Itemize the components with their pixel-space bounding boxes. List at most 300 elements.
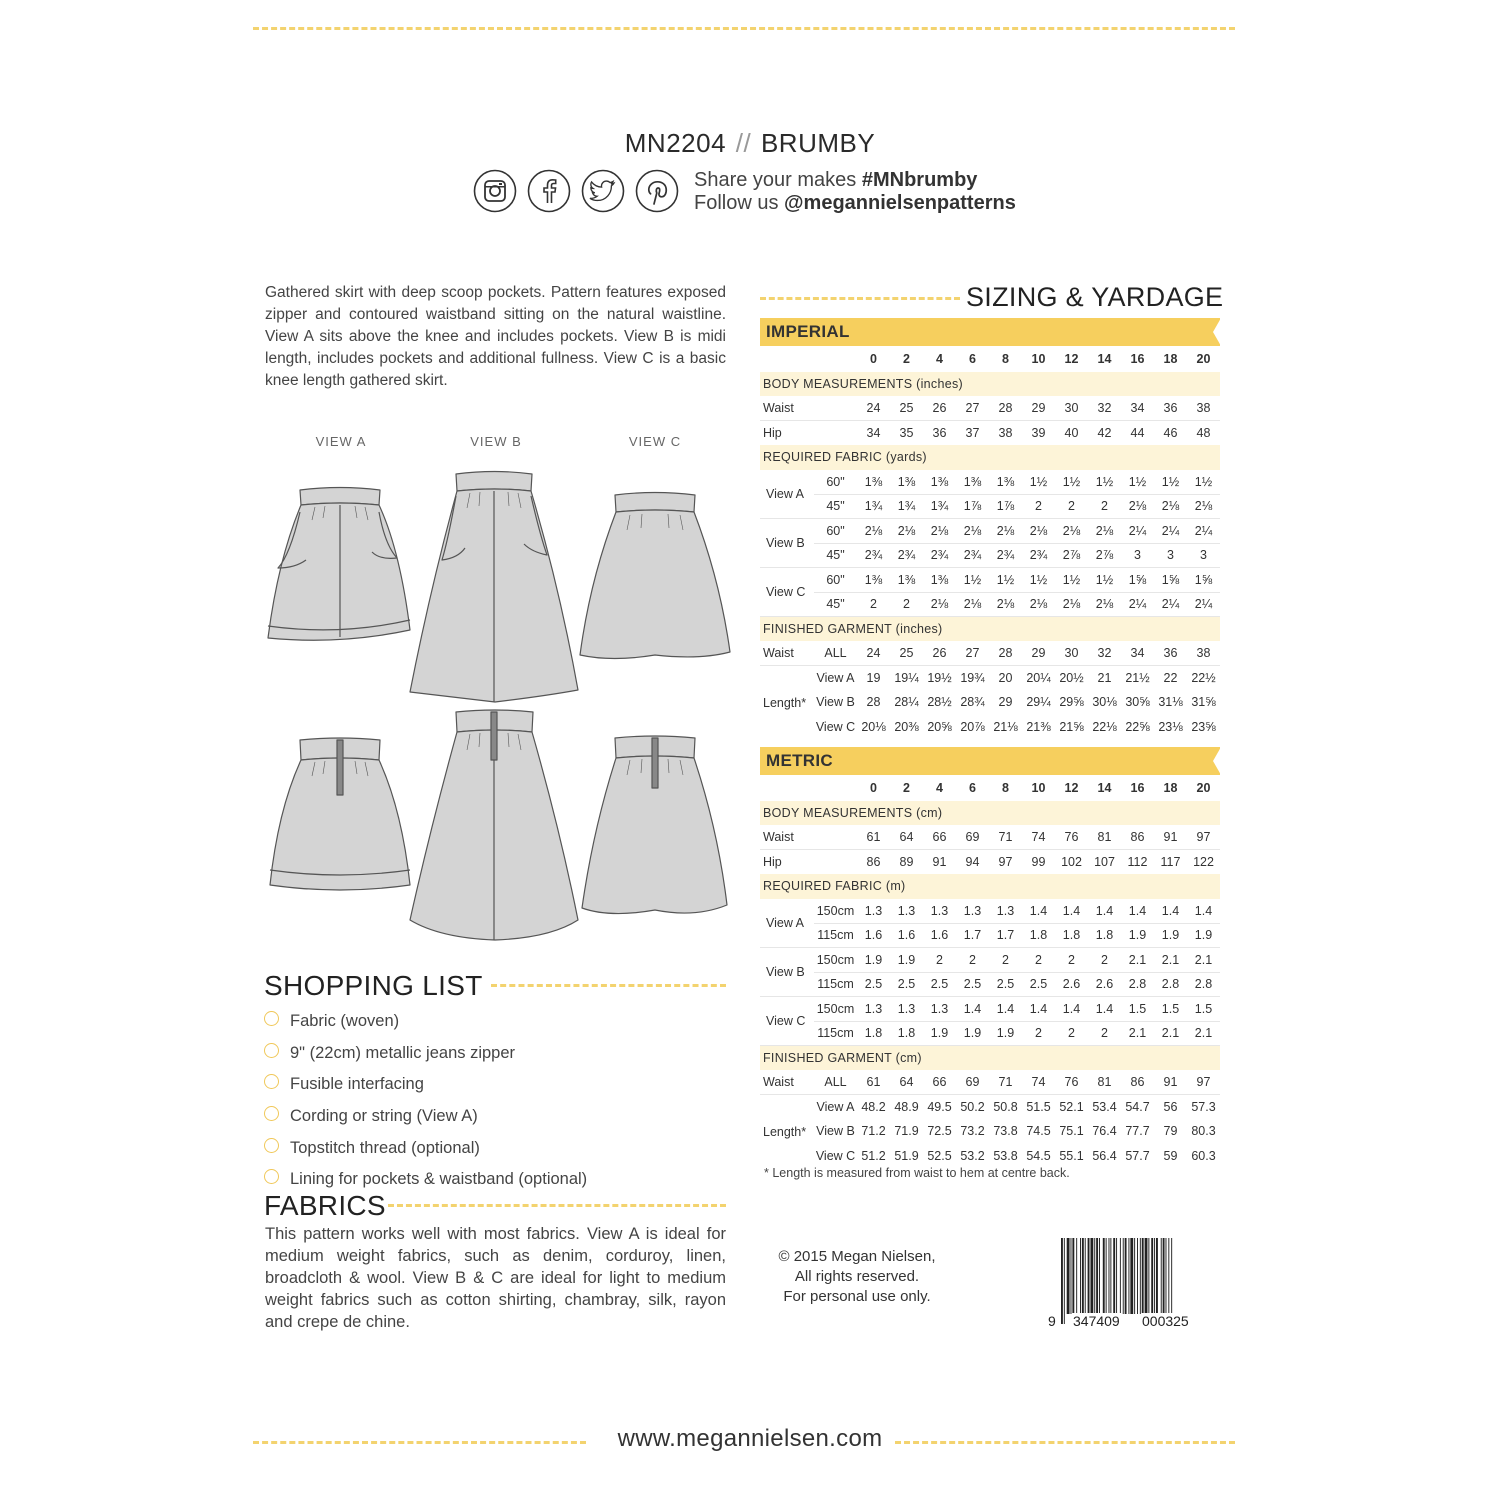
pattern-title: [0, 128, 1500, 159]
fabric-width: 45": [814, 543, 857, 568]
size-header-row: [760, 776, 1220, 801]
value-cell: 1⅞: [956, 494, 989, 519]
value-cell: 2: [857, 592, 890, 617]
size-header-cell: 12: [1064, 781, 1079, 796]
value-cell: 30⅛: [1092, 695, 1117, 710]
value-cell: 2¾: [890, 543, 923, 568]
value-cell: 40: [1064, 426, 1079, 440]
list-item: [264, 1038, 587, 1070]
value-cell: 1½: [989, 568, 1022, 593]
value-cell: 19¾: [960, 671, 985, 685]
size-header-cell: 2: [903, 352, 910, 367]
value-cell: 2⅛: [1187, 494, 1220, 519]
value-cell: 1.5: [1154, 997, 1187, 1022]
section-row: [760, 1046, 1220, 1071]
value-cell: 50.8: [993, 1100, 1018, 1114]
value-cell: 2⅛: [1121, 494, 1154, 519]
value-cell: 53.8: [993, 1148, 1018, 1163]
section-label: BODY MEASUREMENTS (inches): [760, 372, 1220, 397]
value-cell: 89: [899, 855, 914, 869]
value-cell: 74.5: [1026, 1124, 1051, 1139]
value-cell: 1⅜: [890, 568, 923, 593]
circle-bullet-icon: [264, 1043, 279, 1058]
personal-use-line: For personal use only.: [783, 1288, 931, 1305]
barcode-bar: [1090, 1238, 1093, 1314]
barcode-bar: [1142, 1238, 1144, 1314]
fabrics-dashes: [388, 1204, 726, 1207]
value-cell: 2.5: [989, 972, 1022, 997]
value-cell: 42: [1097, 426, 1112, 440]
value-cell: 3: [1187, 543, 1220, 568]
value-cell: 2.1: [1154, 948, 1187, 973]
value-cell: 2: [1022, 1021, 1055, 1046]
value-cell: 1.7: [956, 923, 989, 948]
value-cell: 66: [923, 1070, 956, 1095]
shopping-list: [264, 1006, 587, 1196]
barcode-bar: [1096, 1238, 1098, 1314]
fabrics-title: FABRICS: [264, 1190, 386, 1221]
fabric-width: 115cm: [814, 972, 857, 997]
value-cell: 2.8: [1154, 972, 1187, 997]
list-item: [264, 1069, 587, 1101]
blank-cell: [760, 347, 814, 372]
metric-band: METRIC: [760, 747, 1220, 775]
view-c-front-drawing: [580, 493, 730, 659]
value-cell: 26: [923, 641, 956, 666]
value-cell: 55.1: [1059, 1148, 1084, 1163]
value-cell: 66: [923, 825, 956, 850]
value-cell: 1.9: [956, 1021, 989, 1046]
share-hashtag[interactable]: #MNbrumby: [861, 169, 978, 191]
value-cell: 38: [998, 426, 1013, 440]
fabric-width: 60": [814, 519, 857, 544]
follow-line: [694, 192, 1016, 215]
value-cell: 1⅜: [890, 470, 923, 495]
value-cell: 2: [1022, 948, 1055, 973]
value-cell: 1½: [1022, 470, 1055, 495]
value-cell: 30: [1055, 641, 1088, 666]
length-label: Length*: [763, 1124, 807, 1139]
barcode-right-digits: 000325: [1142, 1313, 1189, 1329]
value-cell: 49.5: [927, 1100, 952, 1114]
value-cell: 76: [1055, 825, 1088, 850]
value-cell: 2: [1088, 494, 1121, 519]
value-cell: 20½: [1059, 671, 1084, 685]
value-cell: 1.4: [1022, 997, 1055, 1022]
fabric-width: 115cm: [814, 923, 857, 948]
section-label: BODY MEASUREMENTS (cm): [760, 801, 1220, 826]
list-item: [264, 1006, 587, 1038]
view-a-label: VIEW A: [315, 434, 367, 449]
size-header-cell: 0: [870, 352, 877, 367]
imperial-band: IMPERIAL: [760, 318, 1220, 346]
value-cell: 1¾: [923, 494, 956, 519]
value-cell: 50.2: [960, 1100, 985, 1114]
value-cell: 2⅛: [989, 592, 1022, 617]
pattern-description: Gathered skirt with deep scoop pockets. Pattern features exposed zipper and contoured waistband sitting on the natural waistline. View A sits above the knee and includes pockets. View B is midi length, includes pockets and additional fullness. View C is a basic knee length gathered skirt.: [265, 284, 726, 389]
barcode-bar: [1116, 1238, 1117, 1324]
value-cell: 1⅝: [1154, 568, 1187, 593]
section-row: [760, 617, 1220, 642]
twitter-icon[interactable]: [581, 169, 625, 213]
imperial-table: [760, 347, 1220, 739]
value-cell: 72.5: [927, 1124, 952, 1139]
barcode-bar: [1137, 1238, 1138, 1314]
view-label: View B: [816, 1124, 855, 1139]
value-cell: 2⅛: [1088, 519, 1121, 544]
value-cell: 44: [1130, 426, 1145, 440]
size-header-cell: 4: [936, 352, 943, 367]
fabric-width: 150cm: [814, 899, 857, 924]
blank-cell: [814, 776, 857, 801]
value-cell: 1.3: [989, 899, 1022, 924]
value-cell: 1.9: [923, 1021, 956, 1046]
list-item-text: Cording or string (View A): [290, 1107, 478, 1126]
barcode-bar: [1151, 1238, 1153, 1314]
value-cell: 19¼: [894, 671, 919, 685]
value-cell: 1.3: [857, 997, 890, 1022]
value-cell: 2.8: [1121, 972, 1154, 997]
copyright-block: [762, 1247, 952, 1307]
measurement-row: [760, 825, 1220, 850]
value-cell: 2⅛: [1022, 592, 1055, 617]
list-item: [264, 1101, 587, 1133]
value-cell: 1.4: [989, 997, 1022, 1022]
value-cell: 1.4: [1187, 899, 1220, 924]
follow-handle[interactable]: @megannielsenpatterns: [784, 192, 1016, 214]
value-cell: 2: [1022, 494, 1055, 519]
value-cell: 57.3: [1191, 1100, 1216, 1114]
value-cell: 69: [956, 825, 989, 850]
view-c-label: VIEW C: [628, 434, 682, 449]
value-cell: 1⅜: [923, 568, 956, 593]
barcode-bar: [1145, 1238, 1148, 1314]
value-cell: 48: [1196, 426, 1211, 440]
shopping-list-dashes: [491, 984, 726, 987]
share-prefix: Share your makes: [694, 169, 862, 191]
size-header-cell: 12: [1064, 352, 1079, 367]
value-cell: 2: [989, 948, 1022, 973]
value-cell: 1.4: [1088, 899, 1121, 924]
fabric-row: [760, 543, 1220, 568]
value-cell: 91: [1154, 1070, 1187, 1095]
barcode-bar: [1166, 1238, 1167, 1314]
value-cell: 2¼: [1121, 592, 1154, 617]
section-label: REQUIRED FABRIC (m): [760, 874, 1220, 899]
value-cell: 2: [923, 948, 956, 973]
value-cell: 61: [857, 825, 890, 850]
finished-waist-row: [760, 641, 1220, 666]
barcode-bar: [1106, 1238, 1107, 1314]
value-cell: 46: [1163, 426, 1178, 440]
value-cell: 112: [1127, 855, 1148, 869]
value-cell: 48.9: [894, 1100, 919, 1114]
value-cell: 2: [1055, 948, 1088, 973]
value-cell: 54.7: [1125, 1100, 1150, 1114]
value-cell: 1⅞: [989, 494, 1022, 519]
value-cell: 1.4: [1154, 899, 1187, 924]
blank-cell: [814, 347, 857, 372]
view-label: View B: [760, 519, 814, 568]
fabric-row: [760, 568, 1220, 593]
row-label: Waist: [760, 825, 857, 850]
barcode-bar: [1110, 1238, 1111, 1314]
value-cell: 2¾: [956, 543, 989, 568]
barcode-bar: [1094, 1238, 1095, 1314]
value-cell: 2.5: [923, 972, 956, 997]
value-cell: 2.1: [1154, 1021, 1187, 1046]
value-cell: 20⅜: [894, 719, 919, 734]
value-cell: 61: [857, 1070, 890, 1095]
value-cell: 2⅛: [857, 519, 890, 544]
value-cell: 81: [1088, 825, 1121, 850]
circle-bullet-icon: [264, 1074, 279, 1089]
barcode-bar: [1099, 1238, 1100, 1314]
value-cell: 2¾: [989, 543, 1022, 568]
value-cell: 21½: [1125, 671, 1150, 685]
value-cell: 2.5: [1022, 972, 1055, 997]
metric-table: [760, 776, 1220, 1168]
sizing-dashes: [760, 297, 960, 300]
barcode-bar: [1067, 1238, 1070, 1314]
facebook-icon[interactable]: [527, 169, 571, 213]
value-cell: 3: [1154, 543, 1187, 568]
barcode-bar: [1071, 1238, 1072, 1314]
value-cell: 19: [866, 671, 881, 685]
value-cell: 52.1: [1059, 1100, 1084, 1114]
value-cell: 56.4: [1092, 1148, 1117, 1163]
value-cell: 25: [890, 641, 923, 666]
fabric-width: 60": [814, 470, 857, 495]
value-cell: 2¾: [1022, 543, 1055, 568]
value-cell: 2¾: [923, 543, 956, 568]
value-cell: 2.5: [956, 972, 989, 997]
value-cell: 2: [1055, 494, 1088, 519]
value-cell: 1.7: [989, 923, 1022, 948]
circle-bullet-icon: [264, 1138, 279, 1153]
value-cell: 28¾: [960, 695, 985, 710]
measurement-row: [760, 850, 1220, 875]
footer-url[interactable]: www.megannielsen.com: [617, 1425, 883, 1452]
value-cell: 22: [1163, 671, 1178, 685]
value-cell: 2⅞: [1088, 543, 1121, 568]
size-header-cell: 4: [936, 781, 943, 796]
fabrics-text: This pattern works well with most fabrics. View A is ideal for medium weight fabrics, such as denim, corduroy, linen, broadcloth & wool. View B & C are ideal for light to medium weight fabrics such as cotton shirting, chambray, silk, rayon and crepe de chine.: [265, 1225, 726, 1331]
value-cell: 1.6: [923, 923, 956, 948]
title-separator: //: [735, 128, 752, 158]
value-cell: 2.6: [1055, 972, 1088, 997]
view-a-back-drawing: [270, 738, 410, 890]
view-c-back-drawing: [582, 736, 727, 914]
length-label: Length*: [763, 695, 807, 710]
value-cell: 38: [1187, 641, 1220, 666]
circle-bullet-icon: [264, 1011, 279, 1026]
barcode-bar: [1130, 1238, 1133, 1314]
size-header-cell: 0: [870, 781, 877, 796]
value-cell: 36: [1154, 641, 1187, 666]
value-cell: 2⅛: [1055, 519, 1088, 544]
finished-length-row: [760, 690, 1220, 715]
value-cell: 1.6: [857, 923, 890, 948]
fabric-row: [760, 1021, 1220, 1046]
value-cell: 1½: [1022, 568, 1055, 593]
fabric-row: [760, 948, 1220, 973]
value-cell: 22⅛: [1092, 719, 1117, 734]
value-cell: 97: [1187, 825, 1220, 850]
value-cell: 2.1: [1187, 948, 1220, 973]
fabric-width: 45": [814, 494, 857, 519]
measurement-row: [760, 421, 1220, 446]
size-header-cell: 20: [1196, 781, 1211, 796]
view-label: View B: [760, 948, 814, 997]
finished-length-row: [760, 1144, 1220, 1169]
value-cell: 1.3: [890, 899, 923, 924]
copyright-line: © 2015 Megan Nielsen,: [778, 1248, 936, 1265]
value-cell: 71: [989, 1070, 1022, 1095]
value-cell: 2.6: [1088, 972, 1121, 997]
value-cell: 1½: [1055, 470, 1088, 495]
instagram-icon[interactable]: [473, 169, 517, 213]
row-label: Hip: [763, 855, 782, 869]
value-cell: 2⅛: [1154, 494, 1187, 519]
barcode-lead-digit: 9: [1048, 1313, 1056, 1329]
sizing-title: SIZING & YARDAGE: [966, 282, 1224, 312]
value-cell: 73.2: [960, 1124, 985, 1139]
value-cell: 25: [890, 396, 923, 421]
value-cell: 2.5: [857, 972, 890, 997]
value-cell: 73.8: [993, 1124, 1018, 1139]
list-item-text: Lining for pockets & waistband (optional): [290, 1170, 588, 1189]
value-cell: 122: [1193, 855, 1214, 869]
value-cell: 51.9: [894, 1148, 919, 1163]
value-cell: 2¼: [1187, 519, 1220, 544]
value-cell: 64: [890, 825, 923, 850]
value-cell: 1.6: [890, 923, 923, 948]
value-cell: 28¼: [894, 695, 919, 710]
value-cell: 1½: [1154, 470, 1187, 495]
value-cell: 1.4: [1088, 997, 1121, 1022]
value-cell: 23⅛: [1158, 719, 1183, 734]
value-cell: 1.9: [890, 948, 923, 973]
value-cell: 117: [1160, 855, 1181, 869]
value-cell: 71.2: [861, 1124, 886, 1139]
view-label: View C: [815, 719, 856, 734]
value-cell: 22½: [1191, 671, 1216, 685]
fabric-row: [760, 592, 1220, 617]
barcode-bar: [1128, 1238, 1129, 1314]
value-cell: 60.3: [1191, 1148, 1216, 1163]
value-cell: 52.5: [927, 1148, 952, 1163]
value-cell: 86: [1121, 1070, 1154, 1095]
value-cell: 99: [1031, 855, 1046, 869]
value-cell: 1.3: [923, 899, 956, 924]
list-item: [264, 1132, 587, 1164]
value-cell: 30⅝: [1125, 695, 1150, 710]
skirt-illustrations: [260, 460, 740, 950]
value-cell: 74: [1022, 825, 1055, 850]
value-cell: 2.1: [1121, 1021, 1154, 1046]
measurement-row: [760, 396, 1220, 421]
list-item-text: 9" (22cm) metallic jeans zipper: [290, 1043, 516, 1062]
value-cell: 51.2: [861, 1148, 886, 1163]
value-cell: 28: [989, 396, 1022, 421]
value-cell: 2⅛: [1022, 519, 1055, 544]
barcode-bar: [1161, 1238, 1162, 1314]
value-cell: 2: [890, 592, 923, 617]
value-cell: 54.5: [1026, 1148, 1051, 1163]
size-header-cell: 6: [969, 352, 976, 367]
value-cell: 1.8: [857, 1021, 890, 1046]
value-cell: 32: [1088, 396, 1121, 421]
finished-length-row: [760, 1119, 1220, 1144]
size-header-cell: 18: [1163, 781, 1178, 796]
size-header-cell: 8: [1002, 352, 1009, 367]
value-cell: 20: [998, 671, 1013, 685]
value-cell: 2¾: [857, 543, 890, 568]
value-cell: 29: [998, 695, 1013, 710]
value-cell: 26: [923, 396, 956, 421]
value-cell: 57.7: [1125, 1148, 1150, 1163]
view-b-label: VIEW B: [470, 434, 522, 449]
value-cell: 1¾: [857, 494, 890, 519]
fabric-row: [760, 494, 1220, 519]
barcode-bar: [1082, 1238, 1084, 1314]
value-cell: 2¼: [1154, 592, 1187, 617]
value-cell: 31⅛: [1158, 695, 1183, 710]
value-cell: 91: [932, 855, 947, 869]
circle-bullet-icon: [264, 1106, 279, 1121]
value-cell: 1.5: [1121, 997, 1154, 1022]
value-cell: 1½: [1187, 470, 1220, 495]
view-label: View A: [760, 899, 814, 948]
blank-cell: [760, 776, 814, 801]
size-header-cell: 10: [1031, 781, 1046, 796]
view-label: View A: [816, 671, 855, 685]
pinterest-icon[interactable]: [635, 169, 679, 213]
value-cell: 29¼: [1026, 695, 1051, 710]
finished-length-row: [760, 1095, 1220, 1120]
value-cell: 31⅝: [1191, 695, 1216, 710]
value-cell: 2⅛: [923, 592, 956, 617]
value-cell: 86: [1121, 825, 1154, 850]
list-item-text: Fabric (woven): [290, 1012, 400, 1031]
value-cell: 71.9: [894, 1124, 919, 1139]
value-cell: 36: [932, 426, 947, 440]
value-cell: 76: [1055, 1070, 1088, 1095]
value-cell: 1.4: [1022, 899, 1055, 924]
value-cell: 107: [1094, 855, 1115, 869]
barcode-bar: [1088, 1238, 1090, 1314]
section-row: [760, 801, 1220, 826]
rights-line: All rights reserved.: [794, 1268, 920, 1285]
value-cell: 1.8: [1055, 923, 1088, 948]
barcode-bar: [1085, 1238, 1086, 1314]
value-cell: 22⅝: [1125, 719, 1150, 734]
value-cell: 27: [956, 641, 989, 666]
value-cell: 2⅛: [989, 519, 1022, 544]
value-cell: 69: [956, 1070, 989, 1095]
value-cell: 34: [866, 426, 881, 440]
size-header-cell: 14: [1097, 781, 1112, 796]
list-item-text: Fusible interfacing: [290, 1075, 424, 1094]
value-cell: 2.1: [1187, 1021, 1220, 1046]
sub-label: ALL: [814, 641, 857, 666]
shopping-list-title: SHOPPING LIST: [264, 970, 483, 1001]
value-cell: 1.4: [1055, 997, 1088, 1022]
share-block: [694, 169, 1016, 215]
value-cell: 1.5: [1187, 997, 1220, 1022]
value-cell: 19½: [927, 671, 952, 685]
